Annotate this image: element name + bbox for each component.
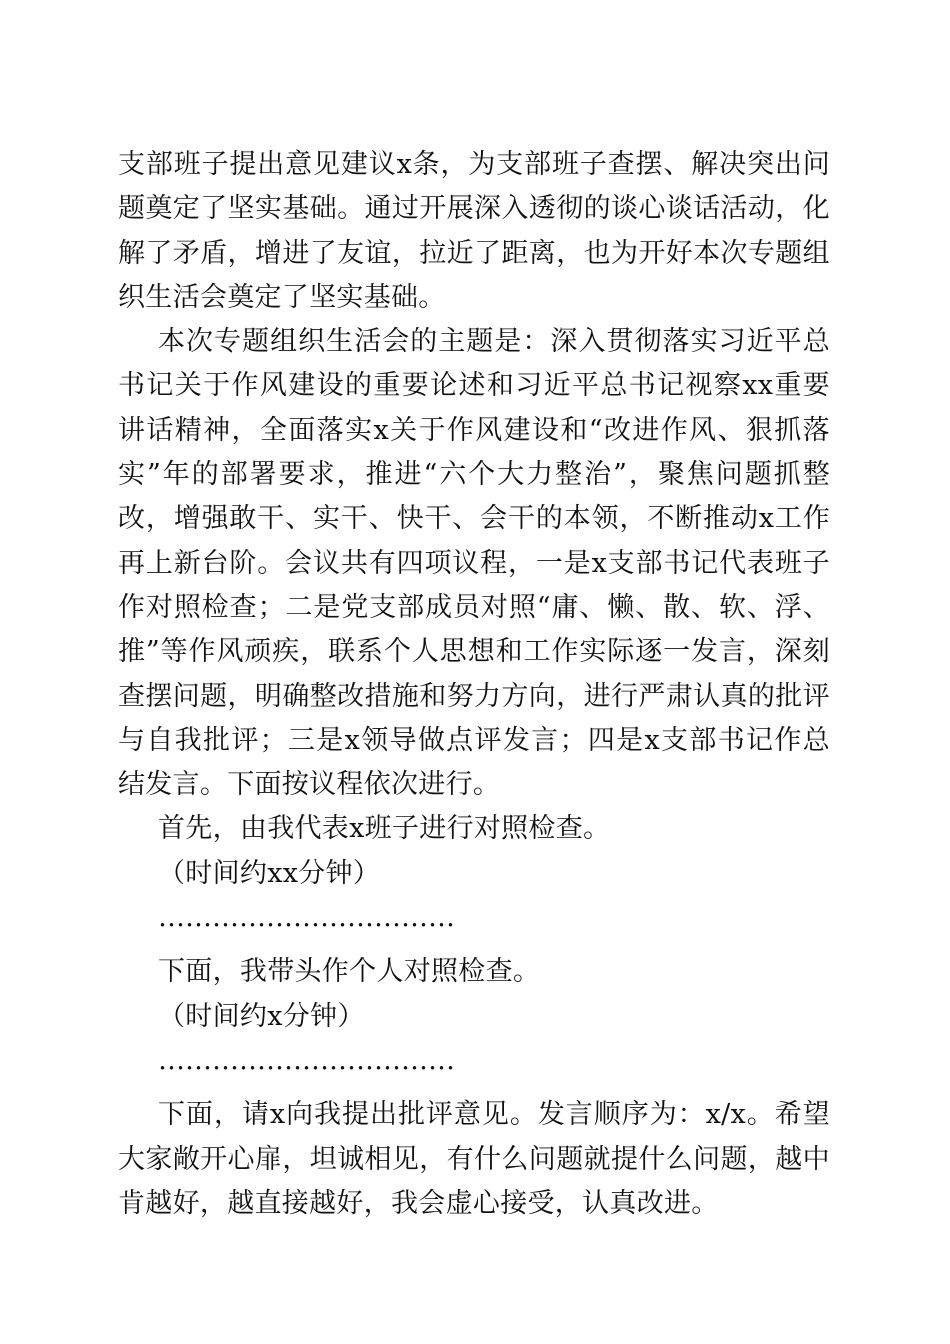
document-body	[118, 143, 830, 1226]
spacer	[118, 940, 830, 950]
paragraph-personal-check: 下面，我带头作个人对照检查。	[158, 956, 541, 988]
paragraph-first-item: 首先，由我代表x班子进行对照检查。	[158, 813, 611, 845]
spacer	[118, 1083, 830, 1093]
time-note-1: （时间约xx分钟）	[158, 857, 381, 889]
ellipsis-divider-2: ……………………………	[158, 1044, 455, 1076]
time-note-2: （时间约x分钟）	[158, 1000, 365, 1032]
paragraph-criticism-request: 下面，请x向我提出批评意见。发言顺序为：x/x。希望大家敞开心扉，坦诚相见，有什么问题就提什么问题，越中肯越好，越直接越好，我会虚心接受，认真改进。	[118, 1099, 830, 1219]
paragraph-meeting-theme: 本次专题组织生活会的主题是：深入贯彻落实习近平总书记关于作风建设的重要论述和习近平总书记视察xx重要讲话精神，全面落实x关于作风建设和“改进作风、狠抓落实”年的部署要求，推进“六个大力整治”，聚焦问题抓整改，增强敢干、实干、快干、会干的本领，不断推动x工作再上新台阶。会议共有四项议程，一是x支部书记代表班子作对照检查；二是党支部成员对照“庸、懒、散、软、浮、推”等作风顽疾，联系个人思想和工作实际逐一发言，深刻查摆问题，明确整改措施和努力方向，进行严肃认真的批评与自我批评；三是x领导做点评发言；四是x支部书记作总结发言。下面按议程依次进行。	[118, 326, 830, 801]
ellipsis-divider-1: ……………………………	[158, 902, 455, 934]
paragraph-continuation: 支部班子提出意见建议x条，为支部班子查摆、解决突出问题奠定了坚实基础。通过开展深入透彻的谈心谈话活动，化解了矛盾，增进了友谊，拉近了距离，也为开好本次专题组织生活会奠定了坚实基础。	[118, 149, 830, 313]
